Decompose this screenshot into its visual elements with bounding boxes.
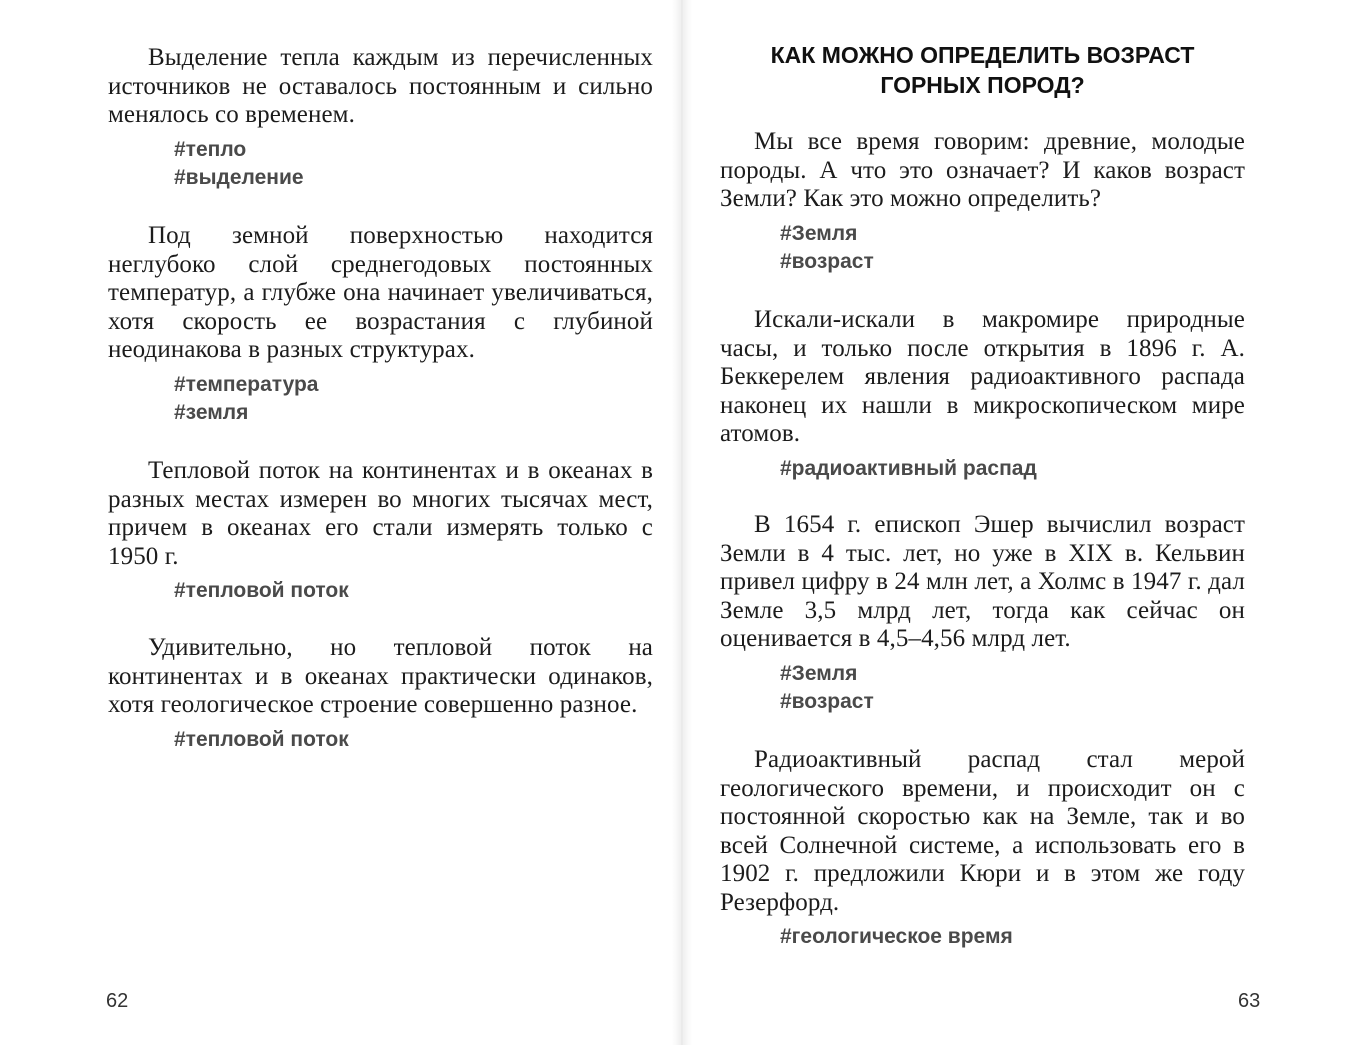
tag-list [174,136,653,193]
paragraph: Удивительно, но тепловой поток на континентах и в океанах практически одинаков, хотя геологическое строение совершенно разное. [108,634,653,718]
hashtag[interactable]: #тепловой поток [174,579,349,602]
tag-list [174,577,653,606]
hashtag[interactable]: #Земля [780,661,858,685]
paragraph: В 1654 г. епископ Эшер вычислил возраст Земли в 4 тыс. лет, но уже в XIX в. Кельвин привел цифру в 24 млн лет, а Холмс в 1947 г. дал Земле 3,5 млрд лет, тогда как сейчас он оценивается в 4,5–4,56 млрд лет. [720,511,1245,652]
section-earth-age-estimates [720,511,1245,717]
paragraph: Мы все время говорим: древние, молодые породы. А что это означает? И каков возраст Земли? Как это можно определить? [720,128,1245,212]
tag-list [780,923,1245,952]
section-temperature [108,222,653,428]
section-heat-flow-equal [108,634,653,754]
section-heat-flow-measured [108,457,653,606]
section-radioactive-clock [720,306,1245,483]
section-geological-time [720,746,1245,952]
hashtag[interactable]: #выделение [174,166,304,189]
hashtag[interactable]: #Земля [780,221,858,245]
tag-list [780,455,1245,484]
hashtag[interactable]: #температура [174,372,319,396]
page-number: 63 [1238,990,1261,1012]
paragraph: Искали-искали в макромире природные часы, и только после открытия в 1896 г. А. Беккерелем явления радиоактивного распада наконец их нашли в микроскопическом мире атомов. [720,306,1245,447]
hashtag[interactable]: #возраст [780,690,874,713]
paragraph: Радиоактивный распад стал мерой геологического времени, и происходит он с постоянной скоростью как на Земле, так и во всей Солнечной системе, а использовать его в 1902 г. предложили Кюри и в этом же году Резерфорд. [720,746,1245,916]
hashtag[interactable]: #возраст [780,250,874,273]
hashtag[interactable]: #тепловой поток [174,727,349,751]
tag-list [780,220,1245,277]
right-page [682,0,1364,1045]
hashtag[interactable]: #радиоактивный распад [780,456,1037,480]
tag-list [174,371,653,428]
tag-list [780,660,1245,717]
paragraph: Выделение тепла каждым из перечисленных источников не оставалось постоянным и сильно менялось со временем. [108,44,653,128]
page-number: 62 [106,990,129,1012]
paragraph: Тепловой поток на континентах и в океанах в разных местах измерен во многих тысячах мест, причем в океанах его стали измерять только с 1950 г. [108,457,653,570]
section-heat-release [108,44,653,193]
paragraph: Под земной поверхностью находится неглубоко слой среднегодовых постоянных температур, а глубже она начинает увеличиваться, хотя скорость ее возрастания с глубиной неодинакова в разных структурах. [108,222,653,363]
hashtag[interactable]: #земля [174,401,249,424]
chapter-heading: КАК МОЖНО ОПРЕДЕЛИТЬ ВОЗРАСТ ГОРНЫХ ПОРОД? [770,42,1195,98]
hashtag[interactable]: #тепло [174,137,247,161]
tag-list [174,726,653,755]
hashtag[interactable]: #геологическое время [780,925,1013,948]
section-age-question [720,128,1245,277]
